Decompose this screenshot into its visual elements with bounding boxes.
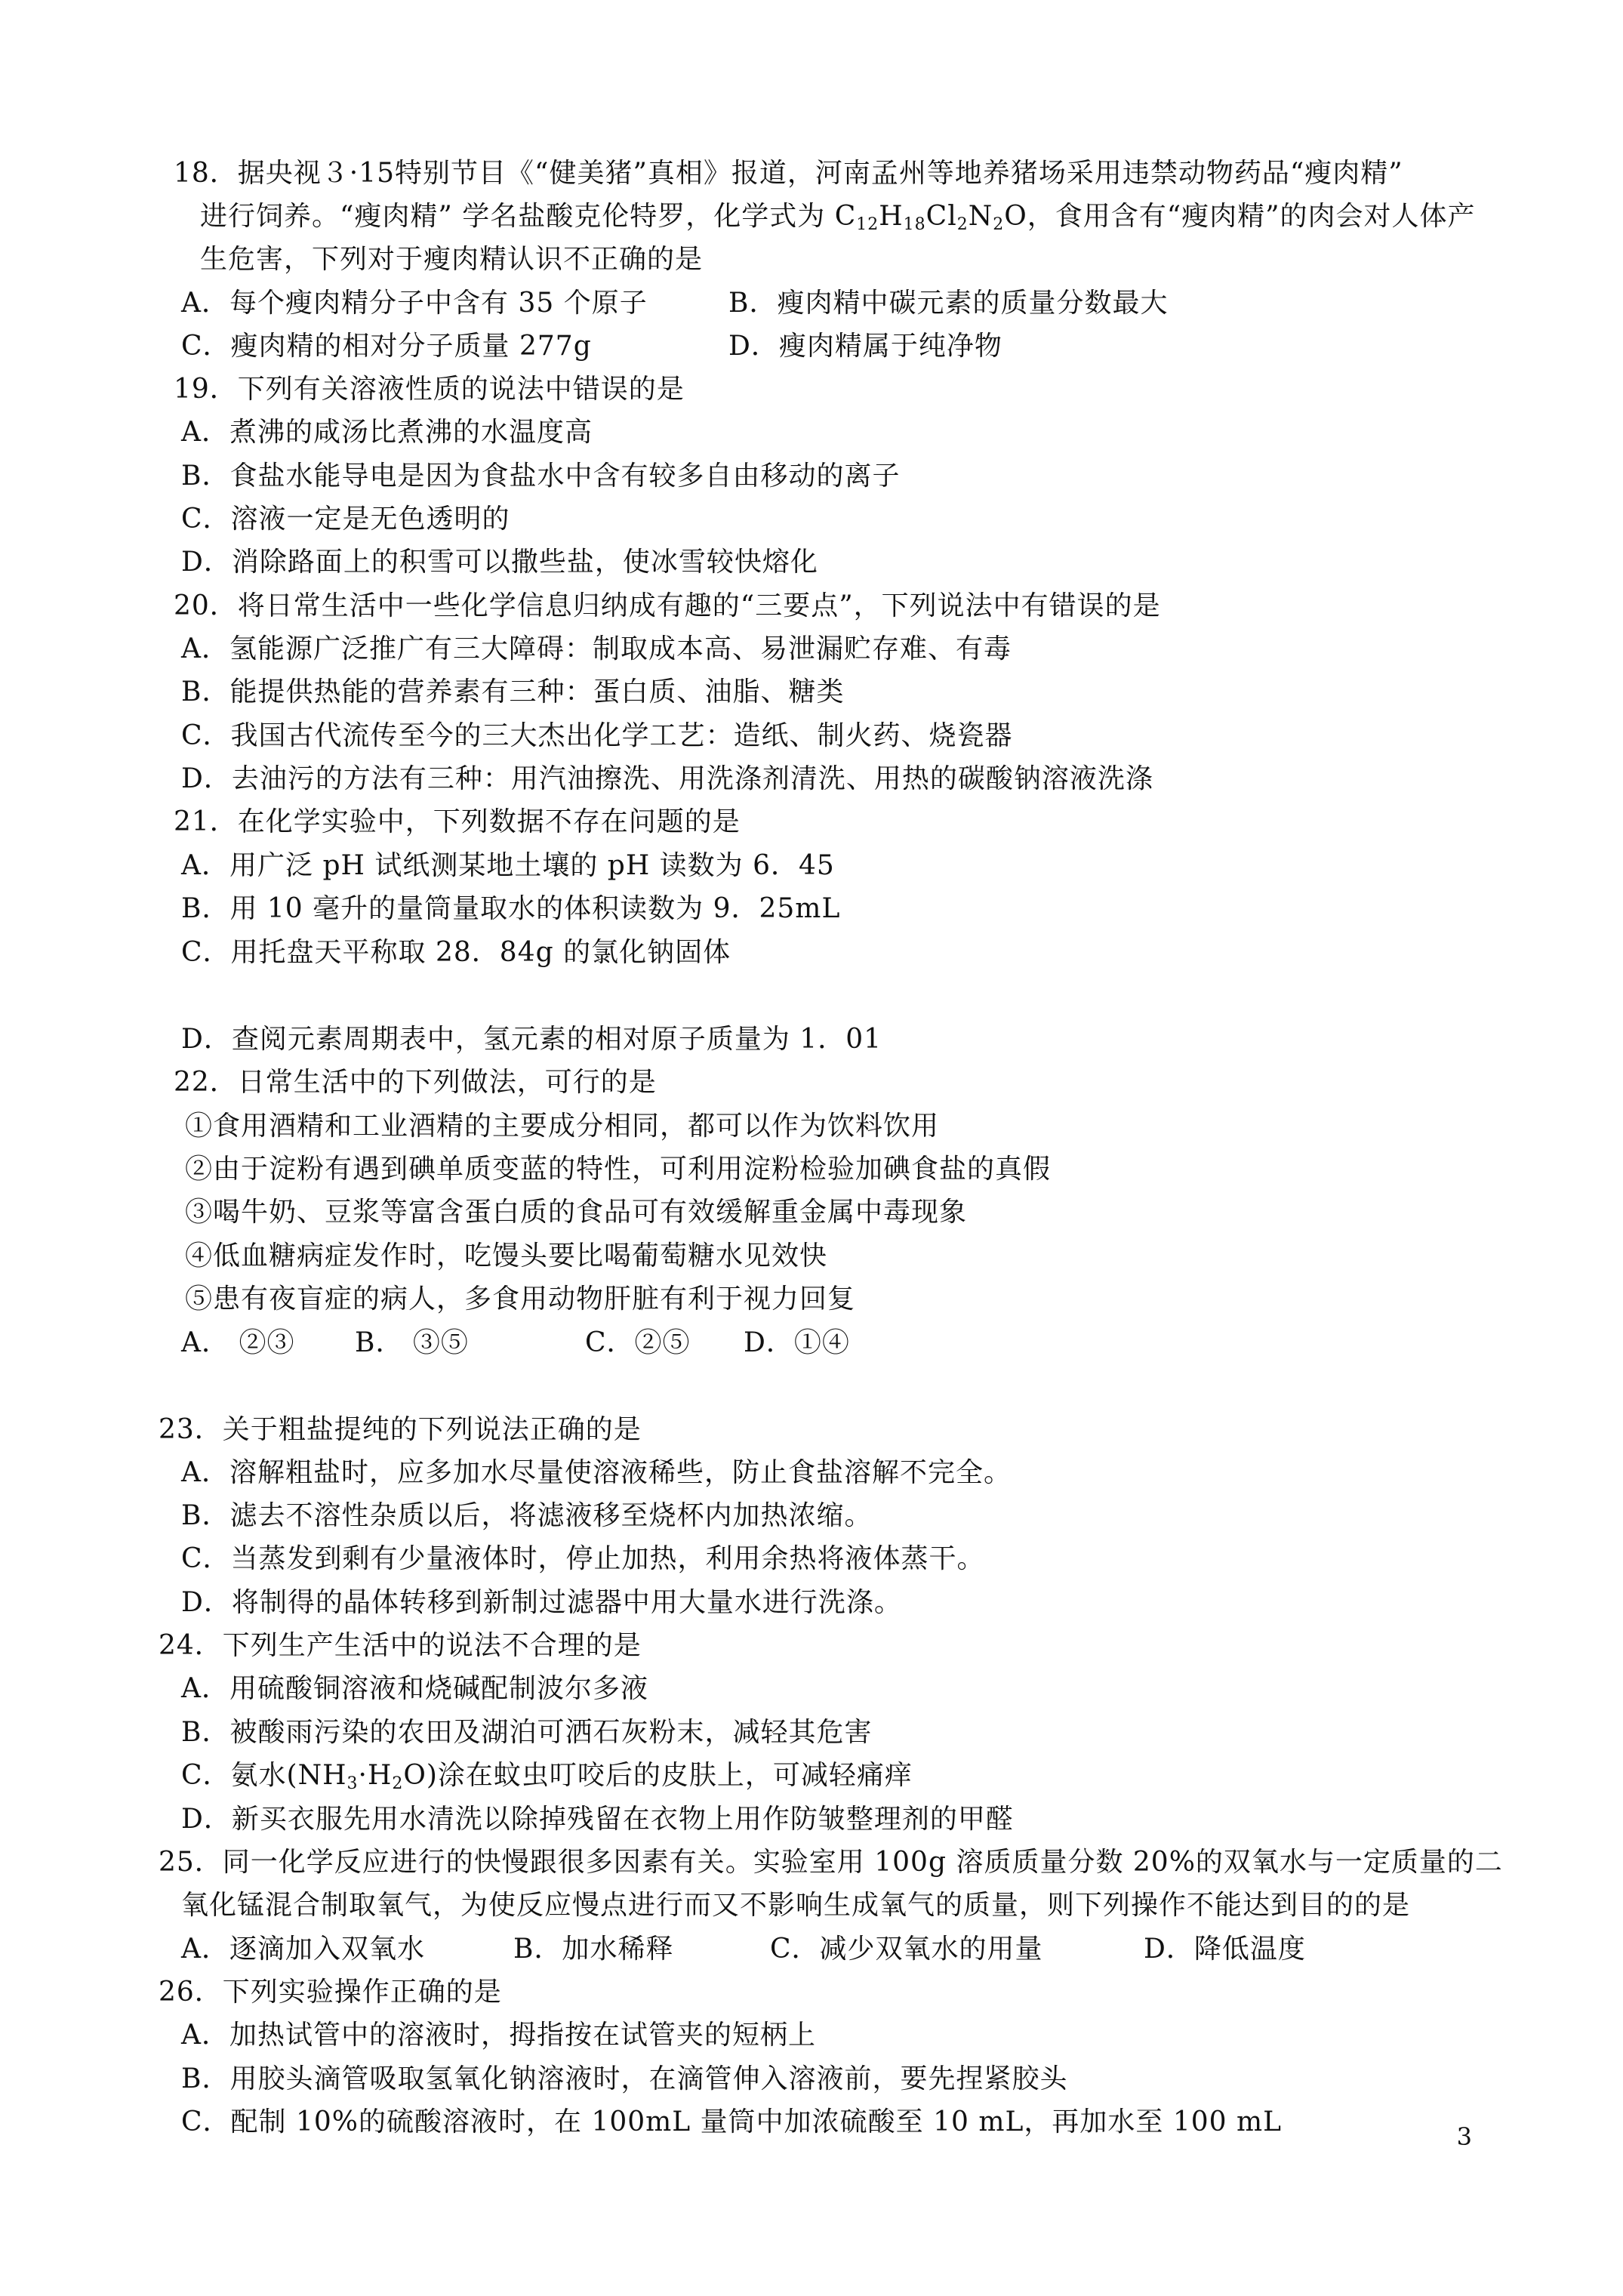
q26-stem: 26．下列实验操作正确的是 [159,1977,502,2008]
q23-option-d: D．将制得的晶体转移到新制过滤器中用大量水进行洗涤。 [181,1587,902,1618]
q21-option-a: A．用广泛 pH 试纸测某地土壤的 pH 读数为 6．45 [181,850,835,881]
q18-option-c: C．瘦肉精的相对分子质量 277g [181,331,592,362]
q22-stem: 22．日常生活中的下列做法，可行的是 [174,1067,657,1098]
q26-option-a: A．加热试管中的溶液时，拇指按在试管夹的短柄上 [181,2020,816,2051]
q18-stem-line1: 18．据央视３·15特别节目《“健美猪”真相》报道，河南孟州等地养猪场采用违禁动物药品“瘦肉精” [174,158,1403,189]
q24-option-d: D．新买衣服先用水清洗以除掉残留在衣物上用作防皱整理剂的甲醛 [181,1804,1014,1835]
q19-option-c: C．溶液一定是无色透明的 [181,504,510,535]
q26-option-b: B．用胶头滴管吸取氢氧化钠溶液时，在滴管伸入溶液前，要先捏紧胶头 [181,2063,1068,2094]
q22-option-c: C．②⑤ [585,1327,691,1358]
q23-stem: 23．关于粗盐提纯的下列说法正确的是 [159,1414,642,1445]
q22-option-b: B． ③⑤ [355,1327,469,1358]
q19-option-b: B．食盐水能导电是因为食盐水中含有较多自由移动的离子 [181,461,901,492]
q25-stem-line1: 25．同一化学反应进行的快慢跟很多因素有关。实验室用 100g 溶质质量分数 20%的双氧水与一定质量的二 [159,1847,1503,1878]
q24-option-c: C．氨水$(NH_3\cdot H_2O)$涂在蚊虫叮咬后的皮肤上，可减轻痛痒 [181,1760,913,1793]
q20-option-c: C．我国古代流传至今的三大杰出化学工艺：造纸、制火药、烧瓷器 [181,720,1013,751]
q25-option-c: C．减少双氧水的用量 [770,1934,1043,1965]
q22-item-2: ②由于淀粉有遇到碘单质变蓝的特性，可利用淀粉检验加碘食盐的真假 [185,1154,1052,1185]
q25-option-b: B．加水稀释 [513,1934,674,1965]
q18-option-b: B．瘦肉精中碳元素的质量分数最大 [728,288,1169,319]
q21-stem: 21．在化学实验中，下列数据不存在问题的是 [174,806,741,837]
q24-option-a: A．用硫酸铜溶液和烧碱配制波尔多液 [181,1673,648,1704]
q23-option-c: C．当蒸发到剩有少量液体时，停止加热，利用余热将液体蒸干。 [181,1543,985,1574]
q22-item-3: ③喝牛奶、豆浆等富含蛋白质的食品可有效缓解重金属中毒现象 [185,1197,968,1228]
q22-item-1: ①食用酒精和工业酒精的主要成分相同，都可以作为饮料饮用 [185,1111,940,1142]
q18-option-a: A．每个瘦肉精分子中含有 35 个原子 [181,288,648,319]
q25-stem-line2: 氧化锰混合制取氧气，为使反应慢点进行而又不影响生成氧气的质量，则下列操作不能达到目的的是 [181,1890,1411,1921]
q21-option-d: D．查阅元素周期表中，氢元素的相对原子质量为 1．01 [181,1024,882,1055]
q24-option-b: B．被酸雨污染的农田及湖泊可洒石灰粉末，减轻其危害 [181,1717,873,1748]
q19-stem: 19．下列有关溶液性质的说法中错误的是 [174,374,685,405]
q20-option-a: A．氢能源广泛推广有三大障碍：制取成本高、易泄漏贮存难、有毒 [181,633,1012,664]
q20-option-b: B．能提供热能的营养素有三种：蛋白质、油脂、糖类 [181,676,845,707]
q22-option-d: D．①④ [744,1327,850,1358]
q22-item-4: ④低血糖病症发作时，吃馒头要比喝葡萄糖水见效快 [185,1240,828,1271]
q22-item-5: ⑤患有夜盲症的病人，多食用动物肝脏有利于视力回复 [185,1284,856,1314]
q23-option-b: B．滤去不溶性杂质以后，将滤液移至烧杯内加热浓缩。 [181,1500,873,1531]
q24-stem: 24．下列生产生活中的说法不合理的是 [159,1630,642,1661]
q21-option-c: C．用托盘天平称取 28．84g 的氯化钠固体 [181,937,731,968]
q19-option-a: A．煮沸的咸汤比煮沸的水温度高 [181,417,593,448]
q25-option-a: A．逐滴加入双氧水 [181,1934,425,1965]
q18-stem-line3: 生危害，下列对于瘦肉精认识不正确的是 [200,244,704,275]
q25-option-d: D．降低温度 [1144,1934,1306,1965]
q20-option-d: D．去油污的方法有三种：用汽油擦洗、用洗涤剂清洗、用热的碳酸钠溶液洗涤 [181,763,1153,794]
q18-stem-line2: 进行饲养。“瘦肉精” 学名盐酸克伦特罗，化学式为 $C_{12}H_{18}Cl_2N_2O$，食用含有“瘦肉精”的肉会对人体产 [200,201,1476,234]
q19-option-d: D．消除路面上的积雪可以撒些盐，使冰雪较快熔化 [181,547,818,578]
q20-stem: 20．将日常生活中一些化学信息归纳成有趣的“三要点”，下列说法中有错误的是 [174,590,1161,621]
q18-option-d: D．瘦肉精属于纯净物 [728,331,1002,362]
q26-option-c: C．配制 10%的硫酸溶液时，在 100mL 量筒中加浓硫酸至 10 mL，再加水至 100 mL [181,2106,1283,2137]
q23-option-a: A．溶解粗盐时，应多加水尽量使溶液稀些，防止食盐溶解不完全。 [181,1457,1012,1488]
page-number: 3 [1456,2122,1472,2151]
q21-option-b: B．用 10 毫升的量筒量取水的体积读数为 9．25mL [181,893,841,924]
q22-option-a: A． ②③ [181,1327,295,1358]
